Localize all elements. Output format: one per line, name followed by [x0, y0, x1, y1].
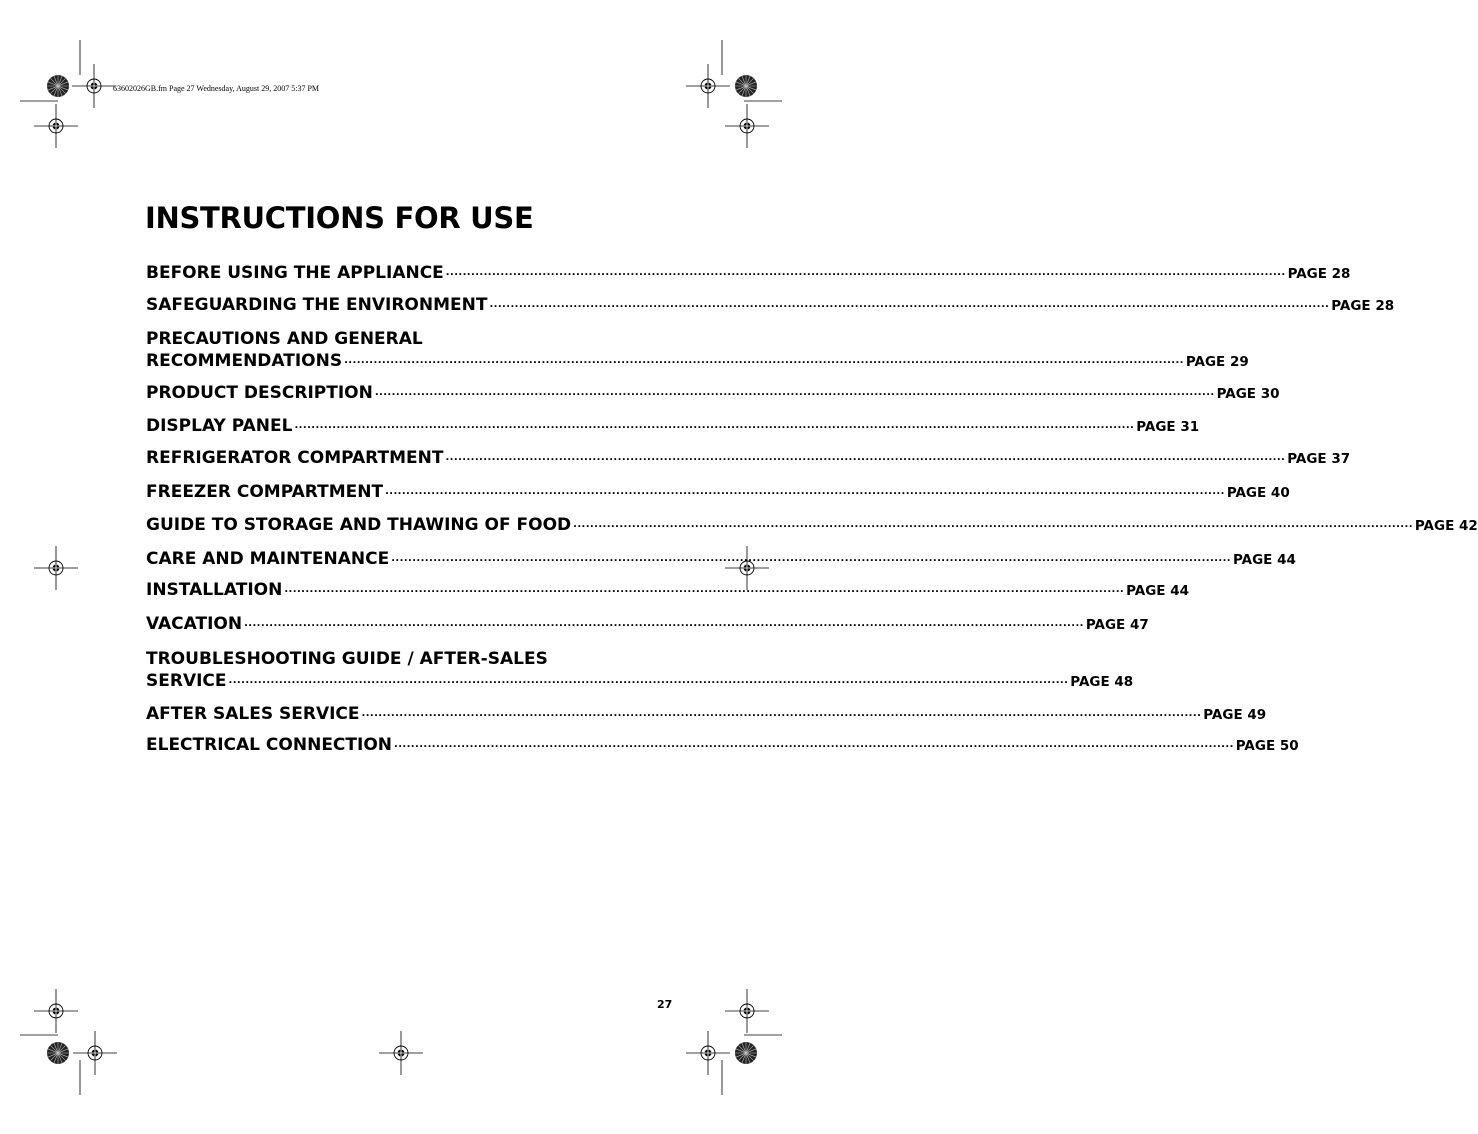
crosshair-mark: [379, 1031, 423, 1075]
crosshair-mark: [34, 104, 78, 148]
leader-dots: ........................................................................................................................................................................................................: [394, 739, 1234, 750]
leader-dots: ........................................................................................................................................................................................................: [573, 519, 1413, 530]
toc-page: PAGE 31: [1136, 419, 1200, 435]
toc-entry[interactable]: [146, 262, 1351, 284]
toc-label-line: TROUBLESHOOTING GUIDE / AFTER-SALES: [146, 649, 548, 669]
toc-page: PAGE 28: [1331, 298, 1395, 314]
leader-dots: ........................................................................................................................................................................................................: [294, 420, 1135, 431]
toc-page: PAGE 44: [1232, 552, 1296, 568]
toc-entry[interactable]: [146, 548, 1296, 570]
toc-page: PAGE 42: [1414, 518, 1478, 534]
toc-page: PAGE 49: [1203, 707, 1267, 723]
toc-label: FREEZER COMPARTMENT: [146, 482, 384, 502]
starburst-mark: [735, 1042, 757, 1064]
toc-label: VACATION: [146, 614, 243, 634]
toc-entry[interactable]: [146, 294, 1395, 316]
crosshair-mark: [725, 989, 769, 1033]
toc-entry[interactable]: [146, 703, 1267, 725]
starburst-mark: [735, 75, 757, 97]
leader-dots: ........................................................................................................................................................................................................: [445, 452, 1286, 463]
toc-label: GUIDE TO STORAGE AND THAWING OF FOOD: [146, 515, 572, 535]
leader-dots: ........................................................................................................................................................................................................: [489, 299, 1330, 310]
leader-dots: ........................................................................................................................................................................................................: [385, 486, 1225, 497]
toc-page: PAGE 37: [1287, 451, 1351, 467]
toc-page: PAGE 28: [1287, 266, 1351, 282]
crosshair-mark: [725, 104, 769, 148]
crosshair-mark: [686, 64, 730, 108]
leader-dots: ........................................................................................................................................................................................................: [374, 387, 1215, 398]
starburst-mark: [47, 75, 69, 97]
toc-entry[interactable]: [146, 328, 1249, 372]
crosshair-mark: [686, 1031, 730, 1075]
crosshair-mark: [34, 546, 78, 590]
toc-label: PRODUCT DESCRIPTION: [146, 383, 373, 403]
toc-label: ELECTRICAL CONNECTION: [146, 735, 393, 755]
toc-label: AFTER SALES SERVICE: [146, 704, 360, 724]
toc-page: PAGE 29: [1185, 354, 1249, 370]
leader-dots: ........................................................................................................................................................................................................: [445, 267, 1286, 278]
toc-label: REFRIGERATOR COMPARTMENT: [146, 448, 444, 468]
toc-page: PAGE 40: [1226, 485, 1290, 501]
page-title: INSTRUCTIONS FOR USE: [145, 201, 534, 235]
toc-page: PAGE 50: [1235, 738, 1299, 754]
toc-label: DISPLAY PANEL: [146, 416, 293, 436]
toc-entry[interactable]: [146, 447, 1351, 469]
starburst-mark: [47, 1042, 69, 1064]
toc-label: SAFEGUARDING THE ENVIRONMENT: [146, 295, 488, 315]
page-number: 27: [657, 998, 673, 1011]
toc-entry[interactable]: [146, 415, 1200, 437]
toc-label-line: PRECAUTIONS AND GENERAL: [146, 329, 423, 349]
toc-page: PAGE 44: [1126, 583, 1190, 599]
toc-page: PAGE 30: [1216, 386, 1280, 402]
leader-dots: ........................................................................................................................................................................................................: [344, 355, 1184, 366]
toc-entry[interactable]: [146, 514, 1478, 536]
file-header: 63602026GB.fm Page 27 Wednesday, August 29, 2007 5:37 PM: [113, 84, 320, 93]
leader-dots: ........................................................................................................................................................................................................: [244, 618, 1084, 629]
toc-entry[interactable]: [146, 481, 1290, 503]
leader-dots: ........................................................................................................................................................................................................: [361, 708, 1202, 719]
leader-dots: ........................................................................................................................................................................................................: [391, 553, 1231, 564]
toc-label: INSTALLATION: [146, 580, 283, 600]
toc-label: CARE AND MAINTENANCE: [146, 549, 390, 569]
leader-dots: ........................................................................................................................................................................................................: [284, 584, 1125, 595]
toc-label: BEFORE USING THE APPLIANCE: [146, 263, 444, 283]
crosshair-mark: [34, 989, 78, 1033]
toc-label: RECOMMENDATIONS: [146, 351, 343, 371]
crosshair-mark: [72, 64, 116, 108]
toc-entry[interactable]: [146, 579, 1190, 601]
toc-entry[interactable]: [146, 613, 1149, 635]
toc-entry[interactable]: [146, 734, 1299, 756]
toc-label: SERVICE: [146, 671, 227, 691]
toc-page: PAGE 47: [1085, 617, 1149, 633]
toc-entry[interactable]: [146, 382, 1280, 404]
leader-dots: ........................................................................................................................................................................................................: [228, 675, 1069, 686]
toc-entry[interactable]: [146, 648, 1134, 692]
toc-page: PAGE 48: [1070, 674, 1134, 690]
